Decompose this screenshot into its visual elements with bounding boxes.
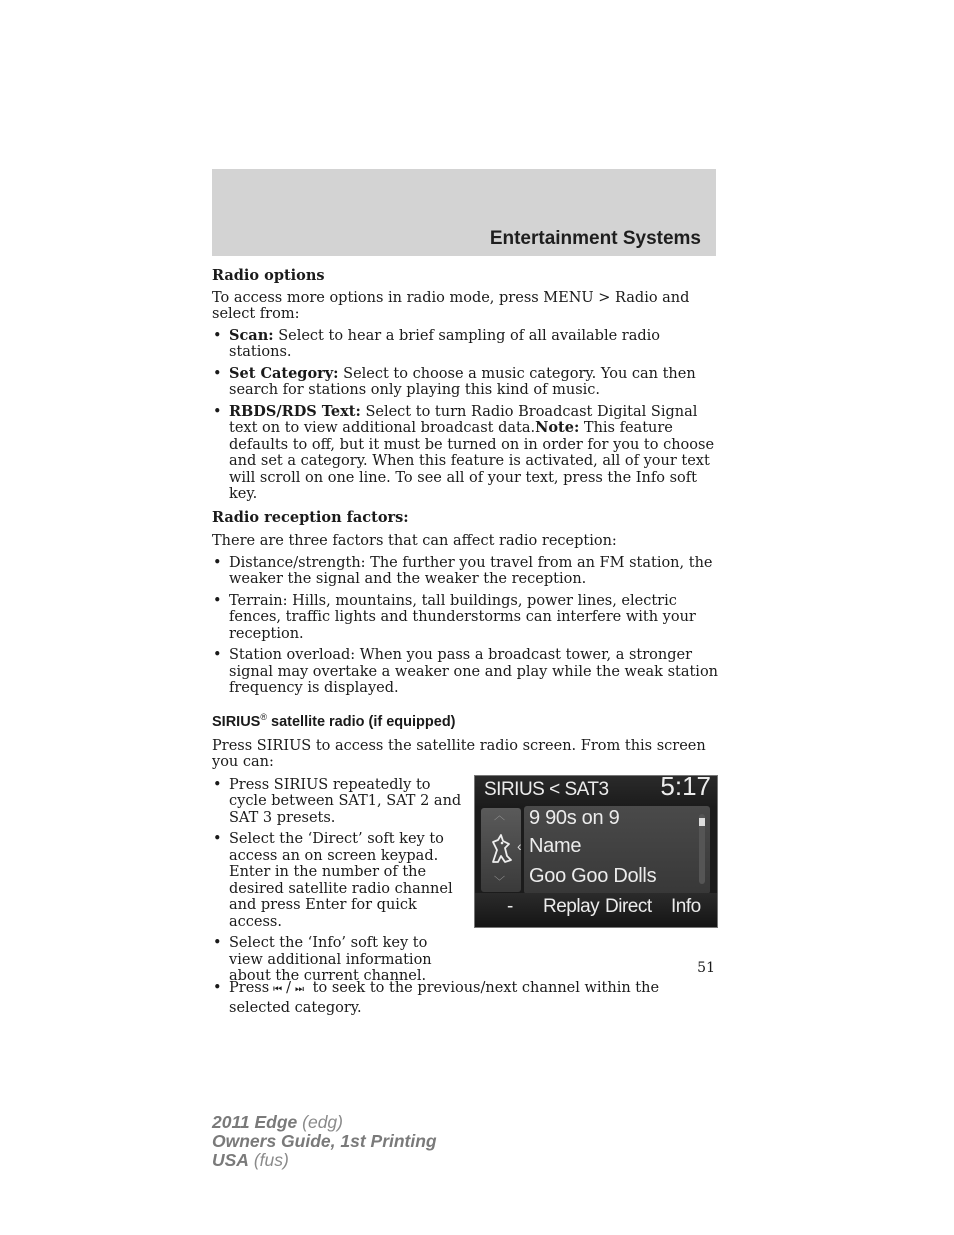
radio-options-list (212, 328, 718, 503)
list-item: • Scan: Select to hear a brief sampling of all available radio stations. (212, 328, 718, 361)
reception-list (212, 555, 718, 697)
sirius-heading: SIRIUS® satellite radio (if equipped) (212, 711, 456, 730)
display-category-panel (481, 808, 521, 892)
seek-previous-icon: ⏮ (273, 983, 283, 995)
document-footer: 2011 Edge (edg) Owners Guide, 1st Printing USA (fus) (212, 1112, 437, 1170)
list-item: • Distance/strength: The further you travel from an FM station, the weaker the signal and the weaker the reception. (212, 555, 718, 588)
section-title: Entertainment Systems (489, 228, 701, 249)
section-header-band (212, 169, 716, 256)
list-item: • Press ⏮ / ⏭ to seek to the previous/next channel within the selected category. (212, 979, 718, 1018)
display-artist-line: Goo Goo Dolls (529, 864, 657, 887)
display-soft-key-bar (475, 893, 717, 927)
chevron-up-icon: ︿ (494, 809, 505, 822)
soft-key-minus: - (507, 895, 513, 917)
display-source-label: SIRIUS < SAT3 (484, 778, 609, 800)
display-clock: 5:17 (660, 774, 711, 801)
sirius-list (212, 777, 462, 985)
display-status-bar (475, 776, 717, 806)
list-item: • Select the ‘Info’ soft key to view additional information about the current channel. (212, 935, 462, 985)
page-content (212, 268, 718, 1018)
list-item: • Set Category: Select to choose a music category. You can then search for stations only playing this kind of music. (212, 366, 718, 399)
soft-key-direct: Direct (605, 895, 652, 917)
list-item: • Terrain: Hills, mountains, tall buildings, power lines, electric fences, traffic lights and thunderstorms can interfere with your reception. (212, 593, 718, 643)
page-number: 51 (697, 960, 715, 976)
seek-next-icon: ⏭ (295, 983, 305, 995)
satellite-radio-display (474, 775, 718, 928)
soft-key-info: Info (671, 895, 701, 917)
display-name-line: Name (529, 834, 582, 857)
display-channel-line: 9 90s on 9 (529, 806, 620, 829)
chevron-down-icon: ﹀ (494, 875, 505, 888)
list-item: • Select the ‘Direct’ soft key to access an on screen keypad. Enter in the number of the desired satellite radio channel and press Enter for quick access. (212, 831, 462, 930)
list-item: • RBDS/RDS Text: Select to turn Radio Broadcast Digital Signal text on to view additional broadcast data.Note: This feature defaults to off, but it must be turned on in order for you to choose and set a category. When this feature is activated, all of your text will scroll on one line. To see all of your text, press the Info soft key. (212, 404, 718, 503)
display-scrollbar (699, 814, 705, 884)
radio-options-intro: To access more options in radio mode, press MENU > Radio and select from: (212, 289, 690, 322)
chevron-left-icon: ‹ (517, 837, 522, 854)
list-item: • Press SIRIUS repeatedly to cycle between SAT1, SAT 2 and SAT 3 presets. (212, 777, 462, 827)
soft-key-replay: Replay (543, 895, 600, 917)
display-channel-panel (524, 806, 710, 894)
sirius-intro: Press SIRIUS to access the satellite radio screen. From this screen you can: (212, 737, 706, 771)
radio-options-heading: Radio options (212, 267, 325, 284)
reception-intro: There are three factors that can affect radio reception: (212, 533, 617, 549)
sirius-section (212, 774, 718, 985)
reception-heading: Radio reception factors: (212, 508, 409, 526)
seek-list (212, 979, 718, 1018)
sirius-dog-icon (487, 832, 515, 868)
list-item: • Station overload: When you pass a broadcast tower, a stronger signal may overtake a weaker one and play while the weak station frequency is displayed. (212, 647, 718, 697)
